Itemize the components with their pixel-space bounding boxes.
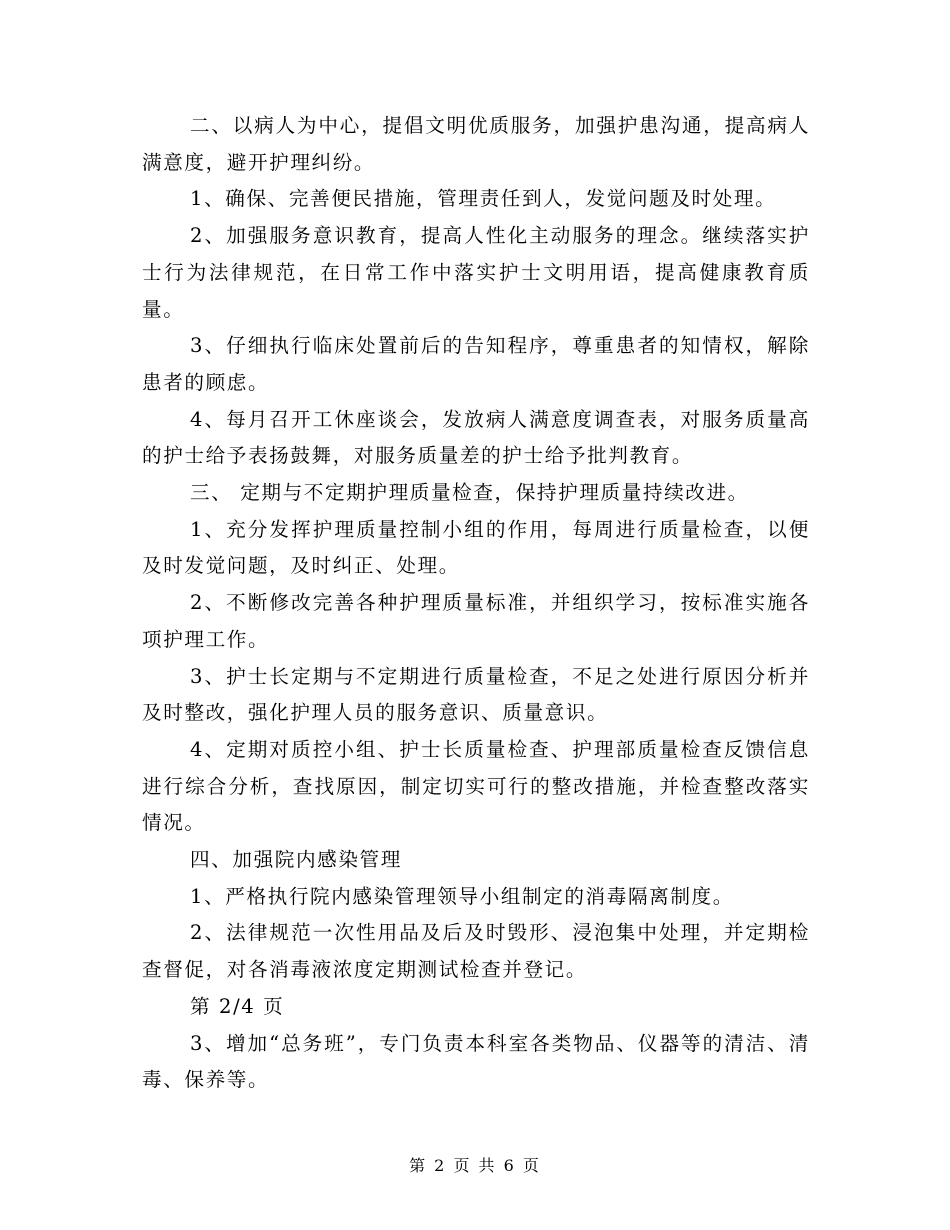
paragraph: 2、法律规范一次性用品及后及时毁形、浸泡集中处理，并定期检查督促，对各消毒液浓度定期测试检查并登记。 [142, 921, 810, 982]
paragraph: 2、加强服务意识教育，提高人性化主动服务的理念。继续落实护士行为法律规范，在日常工作中落实护士文明用语，提高健康教育质量。 [142, 224, 810, 321]
paragraph: 1、严格执行院内感染管理领导小组制定的消毒隔离制度。 [190, 884, 734, 908]
document-body [142, 108, 810, 1099]
paragraph: 1、确保、完善便民措施，管理责任到人，发觉问题及时处理。 [190, 187, 777, 211]
section-heading: 四、加强院内感染管理 [190, 848, 402, 872]
page-footer: 第 2 页 共 6 页 [409, 1156, 541, 1175]
paragraph: 4、每月召开工休座谈会，发放病人满意度调查表，对服务质量高的护士给予表扬鼓舞，对服务质量差的护士给予批判教育。 [142, 407, 810, 468]
paragraph: 1、充分发挥护理质量控制小组的作用，每周进行质量检查，以便及时发觉问题，及时纠正、处理。 [142, 517, 810, 578]
paragraph: 4、定期对质控小组、护士长质量检查、护理部质量检查反馈信息进行综合分析，查找原因，制定切实可行的整改措施，并检查整改落实情况。 [142, 737, 810, 835]
paragraph: 3、护士长定期与不定期进行质量检查，不足之处进行原因分析并及时整改，强化护理人员的服务意识、质量意识。 [142, 664, 810, 725]
inline-page-marker: 第 2/4 页 [190, 994, 285, 1018]
paragraph: 2、不断修改完善各种护理质量标准，并组织学习，按标准实施各项护理工作。 [142, 591, 810, 651]
paragraph: 3、仔细执行临床处置前后的告知程序，尊重患者的知情权，解除患者的顾虑。 [142, 334, 810, 394]
paragraph: 3、增加“总务班”，专门负责本科室各类物品、仪器等的清洁、清毒、保养等。 [142, 1031, 810, 1092]
section-heading: 三、 定期与不定期护理质量检查，保持护理质量持续改进。 [190, 481, 749, 505]
paragraph: 二、以病人为中心，提倡文明优质服务，加强护患沟通，提高病人满意度，避开护理纠纷。 [142, 114, 810, 174]
